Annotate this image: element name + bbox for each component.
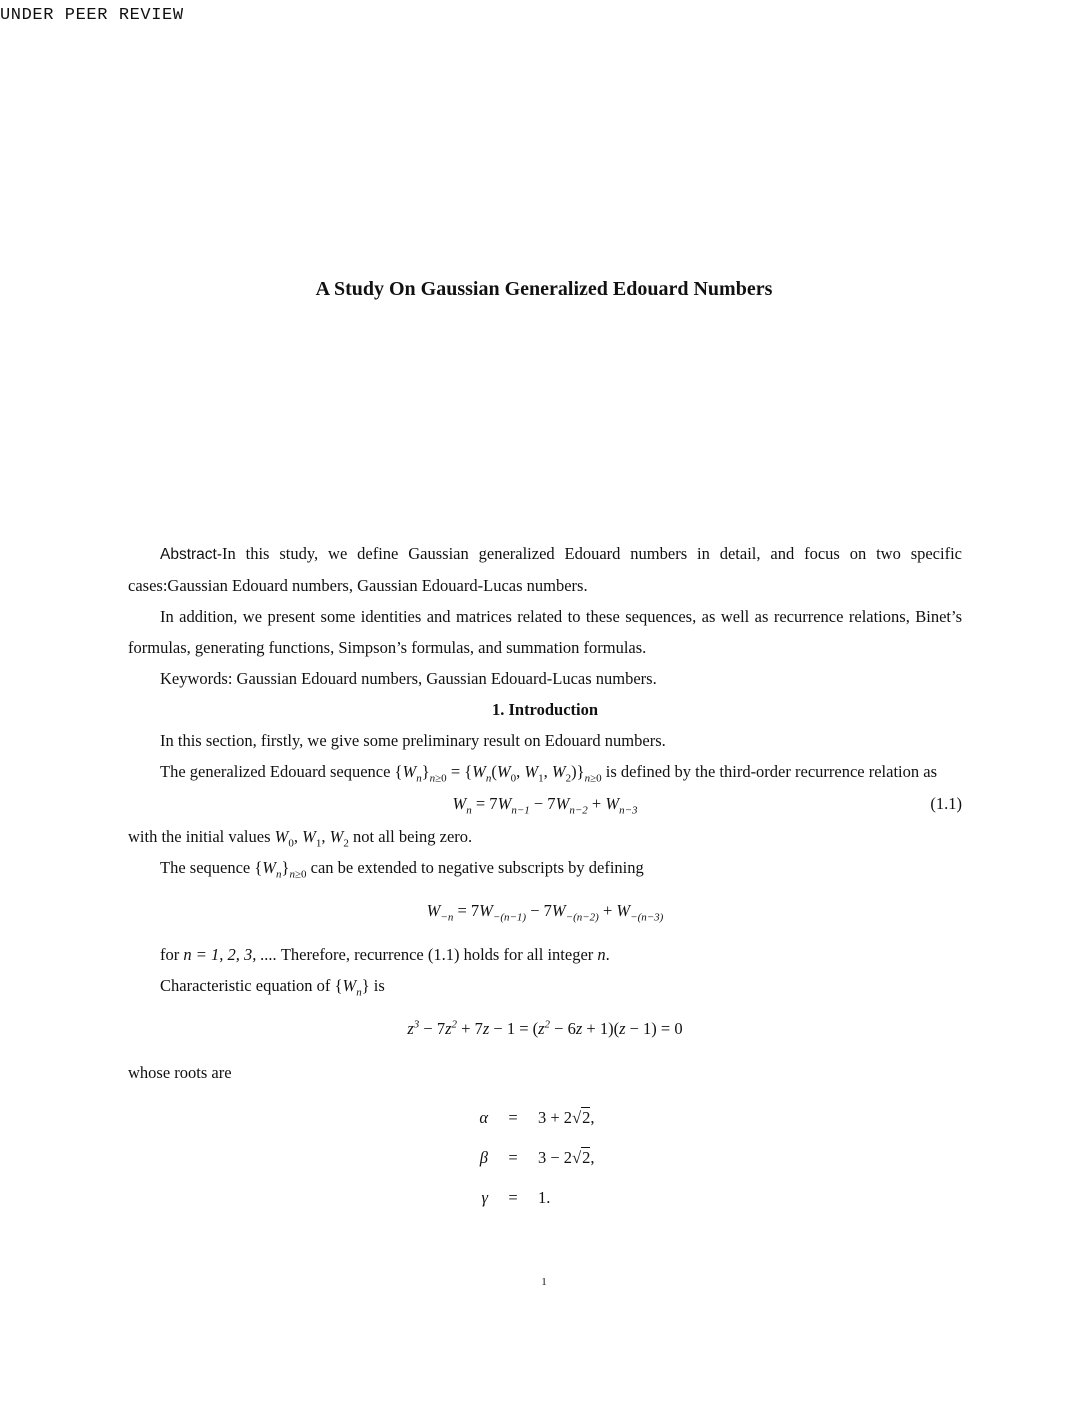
keywords: Keywords: Gaussian Edouard numbers, Gaussian Edouard-Lucas numbers. [160,669,657,688]
characteristic-equation: $z^3 - 7z^2 + 7z - 1 = (z^2 - 6z + 1)(z - 1) = 0$ [407,1018,683,1038]
definition-paragraph [128,756,962,787]
paper-title: A Study On Gaussian Generalized Edouard Numbers [315,278,773,300]
inline-math: n [597,945,606,964]
text: The sequence [160,858,255,877]
text: The generalized Edouard sequence [160,762,395,781]
text: can be extended to negative subscripts by defining [306,858,644,877]
root-row [128,1178,962,1218]
root-value: 3 + 2√2, [538,1108,595,1127]
equation-1-1 [128,787,962,821]
abstract-text: In this study, we define Gaussian generalized Edouard numbers in detail, and focus on two specific cases:Gaussian Edouard numbers, Gaussian Edouard-Lucas numbers. [128,544,962,595]
watermark: UNDER PEER REVIEW [0,6,184,25]
equation-number: (1.1) [930,794,962,813]
root-row [128,1098,962,1138]
integer-paragraph: for n = 1, 2, 3, .... Therefore, recurrence (1.1) holds for all integer n. [160,945,610,964]
equals-sign: = [508,1148,518,1167]
intro-paragraph: In this section, firstly, we give some preliminary result on Edouard numbers. [160,731,666,750]
inline-math: n = 1, 2, 3, .... [183,945,278,964]
section-heading: 1. Introduction [491,700,599,719]
text: with the initial values [128,827,275,846]
negative-subscript-equation: $W_{-n} = 7W_{-(n-1)} - 7W_{-(n-2)} + W_{-(n-3)}$ [426,901,664,924]
initial-values-paragraph: with the initial values $W_0$, $W_1$, $W_2$ not all being zero. [128,827,473,850]
roots-array [128,1098,962,1218]
equals-sign: = [508,1108,518,1127]
text: Therefore, recurrence (1.1) holds for all integer [277,945,598,964]
characteristic-paragraph: Characteristic equation of $\{W_n\}$ is [160,976,385,999]
root-value: 3 − 2√2, [538,1148,595,1167]
equals-sign: = [508,1188,518,1207]
text: is defined by the third-order recurrence relation as [601,762,937,781]
roots-intro: whose roots are [128,1063,232,1082]
root-symbol: γ [481,1188,488,1207]
root-symbol: β [479,1148,488,1167]
abstract-paragraph [128,538,962,601]
text: not all being zero. [348,827,473,846]
text: is [369,976,385,995]
equation: $W_n = 7W_{n-1} - 7W_{n-2} + W_{n-3}$ [452,794,638,817]
paper-body [128,538,962,1218]
root-row [128,1138,962,1178]
root-value: 1. [538,1188,551,1207]
text: Characteristic equation of [160,976,335,995]
page-number: 1 [541,1276,547,1288]
extension-paragraph: The sequence $\{W_n\}_{n\ge 0}$ can be extended to negative subscripts by defining [160,858,644,881]
inline-math: $\{W_n\}_{n\ge 0} = \{W_n(W_0$, $W_1$, $W_2)\}_{n\ge 0}$ [394,762,602,785]
abstract-label: Abstract- [160,546,223,563]
abstract-paragraph-2: In addition, we present some identities and matrices related to these sequences, as well as recurrence relations, Binet’s formulas, generating functions, Simpson’s formulas, and summation formulas. [128,607,962,657]
root-symbol: α [479,1108,488,1127]
text: for [160,945,184,964]
